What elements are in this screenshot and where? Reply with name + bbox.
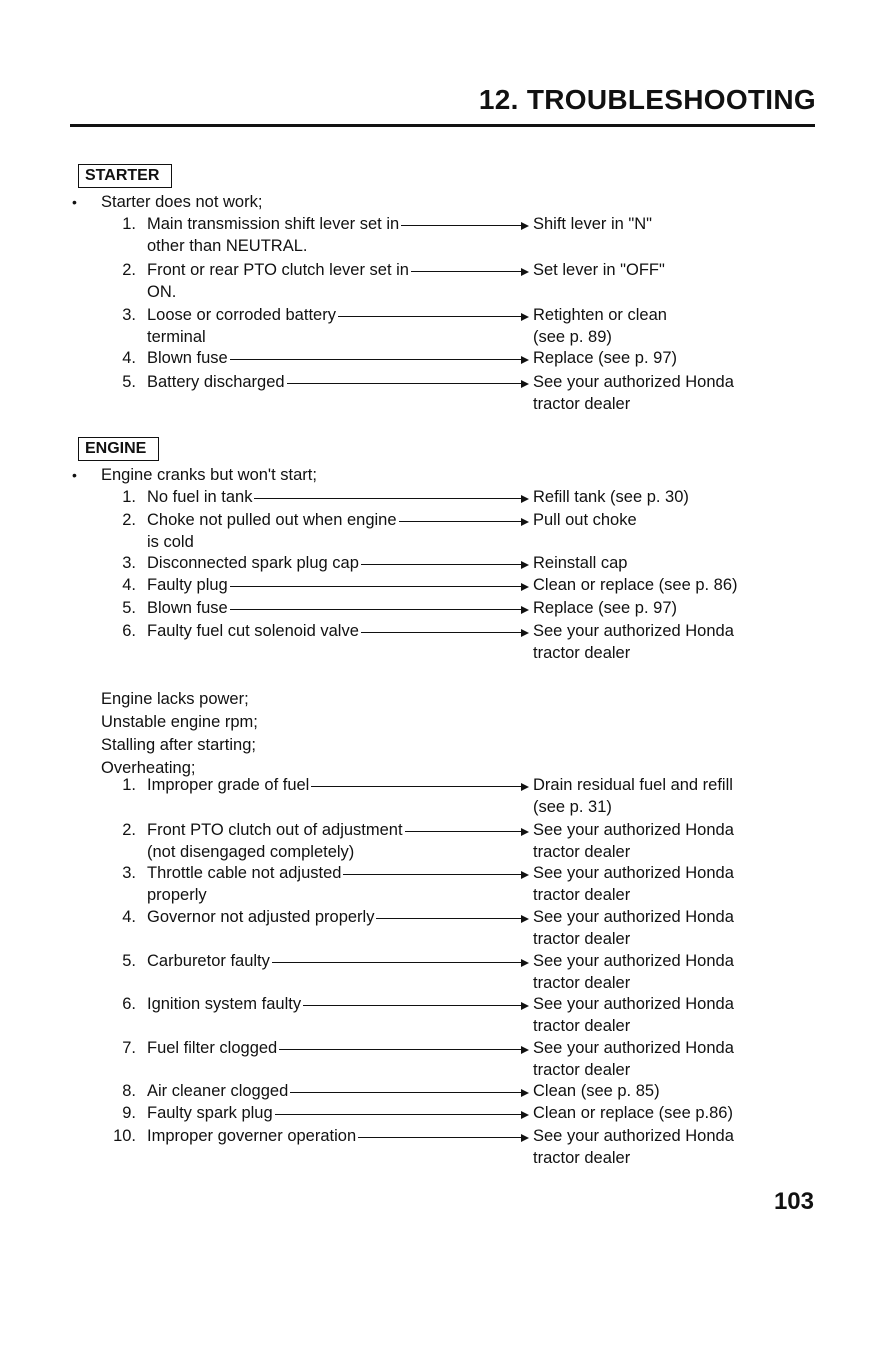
leader-line <box>287 383 521 384</box>
power-symptom: Engine lacks power; <box>101 690 249 708</box>
arrow-right-icon <box>521 561 529 569</box>
item-remedy: See your authorized Honda <box>533 864 734 882</box>
title-rule <box>70 124 815 127</box>
item-remedy-continued: tractor dealer <box>533 1149 631 1167</box>
item-remedy: See your authorized Honda <box>533 908 734 926</box>
arrow-right-icon <box>521 518 529 526</box>
item-cause: Air cleaner clogged <box>147 1082 289 1100</box>
item-cause: Battery discharged <box>147 373 285 391</box>
item-remedy: Replace (see p. 97) <box>533 599 677 617</box>
item-number: 2. <box>122 821 136 839</box>
bullet-icon: • <box>72 467 77 483</box>
item-number: 5. <box>122 599 136 617</box>
item-number: 8. <box>122 1082 136 1100</box>
arrow-right-icon <box>521 606 529 614</box>
leader-line <box>401 225 521 226</box>
item-remedy-continued: tractor dealer <box>533 843 631 861</box>
starter-symptom: Starter does not work; <box>101 193 263 211</box>
item-remedy: Shift lever in "N" <box>533 215 653 233</box>
item-remedy-continued: (see p. 89) <box>533 328 612 346</box>
item-cause: Blown fuse <box>147 599 228 617</box>
arrow-right-icon <box>521 828 529 836</box>
item-number: 4. <box>122 576 136 594</box>
item-cause: Front or rear PTO clutch lever set in <box>147 261 409 279</box>
leader-line <box>254 498 521 499</box>
item-number: 2. <box>122 261 136 279</box>
leader-line <box>290 1092 521 1093</box>
arrow-right-icon <box>521 268 529 276</box>
item-remedy: See your authorized Honda <box>533 1127 734 1145</box>
item-remedy: Drain residual fuel and refill <box>533 776 733 794</box>
leader-line <box>399 521 521 522</box>
engine-section-label: ENGINE <box>78 437 159 461</box>
item-remedy: See your authorized Honda <box>533 952 734 970</box>
item-remedy: Pull out choke <box>533 511 637 529</box>
leader-line <box>230 609 521 610</box>
item-cause: Ignition system faulty <box>147 995 302 1013</box>
power-symptom: Stalling after starting; <box>101 736 256 754</box>
page-title: 12. TROUBLESHOOTING <box>478 84 816 115</box>
item-number: 7. <box>122 1039 136 1057</box>
item-number: 10. <box>113 1127 136 1145</box>
item-remedy-continued: tractor dealer <box>533 1061 631 1079</box>
bullet-icon: • <box>72 194 77 210</box>
item-number: 5. <box>122 952 136 970</box>
leader-line <box>279 1049 521 1050</box>
item-cause: Fuel filter clogged <box>147 1039 278 1057</box>
item-cause-continued: is cold <box>147 533 194 551</box>
item-cause: Faulty plug <box>147 576 228 594</box>
item-cause-continued: properly <box>147 886 207 904</box>
item-cause: Blown fuse <box>147 349 228 367</box>
item-remedy: Set lever in "OFF" <box>533 261 665 279</box>
item-remedy-continued: tractor dealer <box>533 886 631 904</box>
item-cause: Throttle cable not adjusted <box>147 864 342 882</box>
leader-line <box>361 564 521 565</box>
leader-line <box>311 786 521 787</box>
item-remedy-continued: tractor dealer <box>533 1017 631 1035</box>
item-number: 1. <box>122 488 136 506</box>
arrow-right-icon <box>521 1002 529 1010</box>
item-cause: Disconnected spark plug cap <box>147 554 359 572</box>
item-remedy: Replace (see p. 97) <box>533 349 677 367</box>
item-number: 6. <box>122 622 136 640</box>
item-number: 5. <box>122 373 136 391</box>
leader-line <box>361 632 521 633</box>
item-number: 3. <box>122 554 136 572</box>
leader-line <box>376 918 521 919</box>
item-number: 1. <box>122 776 136 794</box>
item-number: 2. <box>122 511 136 529</box>
leader-line <box>338 316 521 317</box>
item-remedy: See your authorized Honda <box>533 1039 734 1057</box>
item-cause-continued: (not disengaged completely) <box>147 843 355 861</box>
arrow-right-icon <box>521 959 529 967</box>
item-remedy-continued: tractor dealer <box>533 974 631 992</box>
leader-line <box>411 271 521 272</box>
item-cause: No fuel in tank <box>147 488 253 506</box>
item-cause-continued: other than NEUTRAL. <box>147 237 308 255</box>
item-cause: Governor not adjusted properly <box>147 908 375 926</box>
leader-line <box>405 831 521 832</box>
item-remedy: See your authorized Honda <box>533 373 734 391</box>
item-remedy: See your authorized Honda <box>533 821 734 839</box>
item-cause: Main transmission shift lever set in <box>147 215 400 233</box>
leader-line <box>230 586 521 587</box>
item-cause: Improper governer operation <box>147 1127 357 1145</box>
power-symptom: Overheating; <box>101 759 196 777</box>
item-cause-continued: ON. <box>147 283 177 301</box>
item-remedy-continued: tractor dealer <box>533 930 631 948</box>
leader-line <box>272 962 521 963</box>
item-remedy: Retighten or clean <box>533 306 667 324</box>
item-remedy: See your authorized Honda <box>533 995 734 1013</box>
item-cause: Loose or corroded battery <box>147 306 336 324</box>
arrow-right-icon <box>521 495 529 503</box>
item-remedy-continued: tractor dealer <box>533 644 631 662</box>
arrow-right-icon <box>521 871 529 879</box>
leader-line <box>275 1114 521 1115</box>
arrow-right-icon <box>521 915 529 923</box>
item-remedy: See your authorized Honda <box>533 622 734 640</box>
arrow-right-icon <box>521 313 529 321</box>
engine-symptom: Engine cranks but won't start; <box>101 466 317 484</box>
item-remedy: Reinstall cap <box>533 554 628 572</box>
arrow-right-icon <box>521 380 529 388</box>
arrow-right-icon <box>521 222 529 230</box>
item-number: 1. <box>122 215 136 233</box>
leader-line <box>303 1005 521 1006</box>
item-cause: Choke not pulled out when engine <box>147 511 397 529</box>
arrow-right-icon <box>521 783 529 791</box>
leader-line <box>358 1137 521 1138</box>
item-cause: Improper grade of fuel <box>147 776 310 794</box>
arrow-right-icon <box>521 356 529 364</box>
item-remedy: Refill tank (see p. 30) <box>533 488 689 506</box>
item-number: 6. <box>122 995 136 1013</box>
item-cause: Carburetor faulty <box>147 952 270 970</box>
arrow-right-icon <box>521 1111 529 1119</box>
item-remedy: Clean or replace (see p. 86) <box>533 576 738 594</box>
item-remedy: Clean (see p. 85) <box>533 1082 660 1100</box>
item-cause: Faulty fuel cut solenoid valve <box>147 622 359 640</box>
arrow-right-icon <box>521 1089 529 1097</box>
item-number: 4. <box>122 349 136 367</box>
item-number: 9. <box>122 1104 136 1122</box>
item-cause: Faulty spark plug <box>147 1104 273 1122</box>
arrow-right-icon <box>521 1134 529 1142</box>
leader-line <box>343 874 521 875</box>
power-symptom: Unstable engine rpm; <box>101 713 258 731</box>
item-remedy: Clean or replace (see p.86) <box>533 1104 733 1122</box>
leader-line <box>230 359 521 360</box>
item-cause: Front PTO clutch out of adjustment <box>147 821 403 839</box>
item-number: 4. <box>122 908 136 926</box>
arrow-right-icon <box>521 583 529 591</box>
item-remedy-continued: tractor dealer <box>533 395 631 413</box>
item-number: 3. <box>122 306 136 324</box>
arrow-right-icon <box>521 1046 529 1054</box>
item-cause-continued: terminal <box>147 328 206 346</box>
arrow-right-icon <box>521 629 529 637</box>
item-number: 3. <box>122 864 136 882</box>
page-number: 103 <box>773 1188 814 1215</box>
item-remedy-continued: (see p. 31) <box>533 798 612 816</box>
starter-section-label: STARTER <box>78 164 172 188</box>
